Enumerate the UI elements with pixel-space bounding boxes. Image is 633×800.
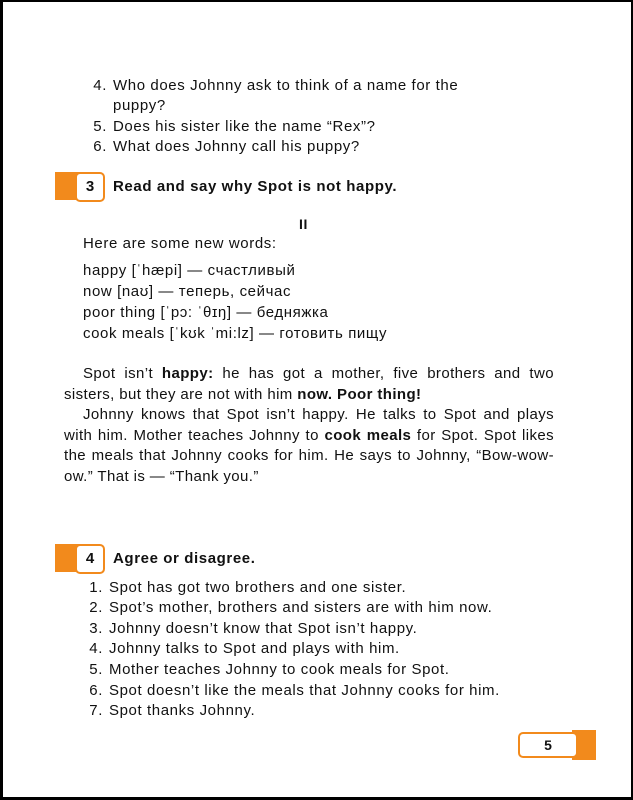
exercise-3-instruction: Read and say why Spot is not happy. bbox=[113, 178, 398, 195]
statement: 7. Spot thanks Johnny. bbox=[89, 702, 256, 719]
statement: 3. Johnny doesn’t know that Spot isn’t happy. bbox=[89, 620, 418, 637]
question-4-continued: puppy? bbox=[113, 97, 166, 114]
statement: 4. Johnny talks to Spot and plays with him. bbox=[89, 640, 400, 657]
exercise-number: 4 bbox=[75, 544, 105, 574]
statement: 2. Spot’s mother, brothers and sisters are with him now. bbox=[89, 599, 493, 616]
vocab-item: now [naʊ] — теперь, сейчас bbox=[83, 283, 292, 300]
page-number: 5 bbox=[518, 732, 578, 758]
vocab-item: poor thing [ˈpɔ: ˈθɪŋ] — бедняжка bbox=[83, 304, 329, 321]
story-text bbox=[64, 364, 554, 488]
question-4: 4. Who does Johnny ask to think of a name for the bbox=[93, 77, 459, 94]
exercise-4-instruction: Agree or disagree. bbox=[113, 550, 256, 567]
exercise-number: 3 bbox=[75, 172, 105, 202]
statement: 1. Spot has got two brothers and one sister. bbox=[89, 579, 407, 596]
statement: 5. Mother teaches Johnny to cook meals for Spot. bbox=[89, 661, 450, 678]
question-6: 6. What does Johnny call his puppy? bbox=[93, 138, 360, 155]
textbook-page bbox=[3, 2, 631, 797]
story-paragraph-1: Spot isn’t happy: he has got a mother, five brothers and two sisters, but they are not with him now. Poor thing! bbox=[64, 365, 554, 403]
vocab-item: cook meals [ˈkʊk ˈmi:lz] — готовить пищу bbox=[83, 325, 388, 342]
statement: 6. Spot doesn’t like the meals that Johnny cooks for him. bbox=[89, 682, 500, 699]
story-paragraph-2: Johnny knows that Spot isn’t happy. He talks to Spot and plays with him. Mother teaches Johnny to cook meals for Spot. Spot likes the meals that Johnny cooks for him. He says to Johnny, “Bow-wow-ow.” That is — “Thank you.” bbox=[64, 406, 554, 485]
question-5: 5. Does his sister like the name “Rex”? bbox=[93, 118, 376, 135]
page-number-badge bbox=[518, 730, 596, 760]
part-label: II bbox=[299, 216, 308, 232]
vocab-item: happy [ˈhæpi] — счастливый bbox=[83, 262, 296, 279]
new-words-intro: Here are some new words: bbox=[83, 235, 277, 252]
